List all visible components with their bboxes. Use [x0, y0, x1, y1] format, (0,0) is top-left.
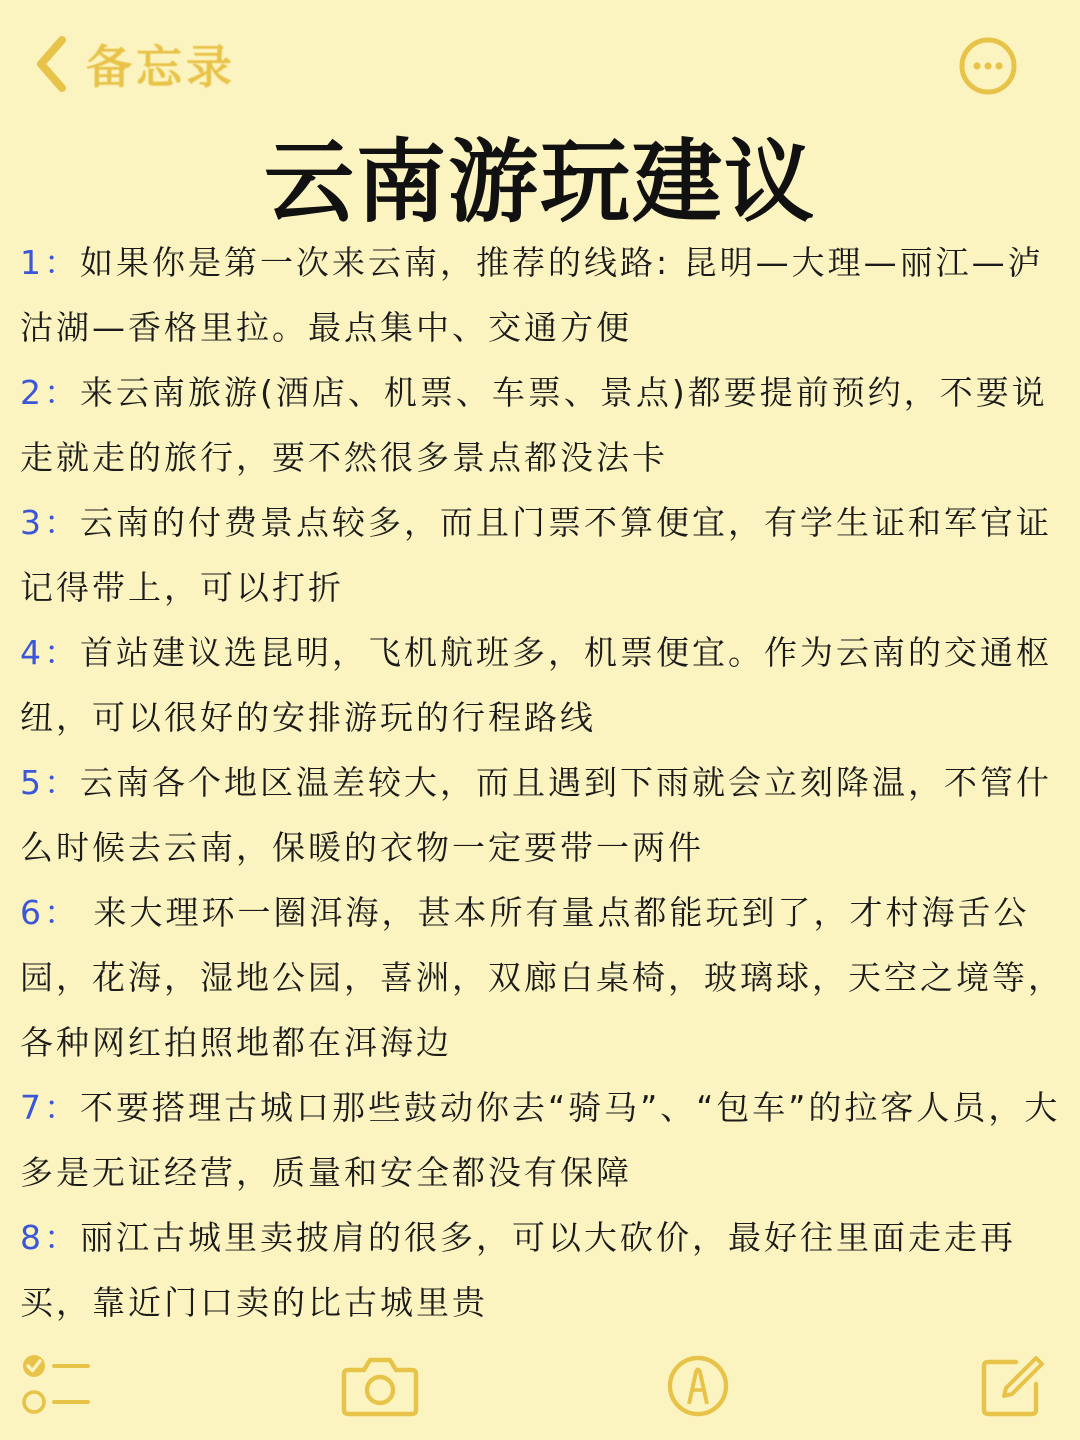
markup-pen-icon [662, 1350, 734, 1422]
back-label: 备忘录 [86, 40, 236, 94]
tip-number: 8： [20, 1218, 80, 1257]
tip-item [20, 230, 1065, 360]
tip-item [20, 490, 1065, 620]
tip-item [20, 1075, 1065, 1205]
tip-number: 6： [20, 893, 80, 932]
markup-button[interactable] [662, 1350, 734, 1422]
tip-text: 来云南旅游(酒店、机票、车票、景点)都要提前预约，不要说走就走的旅行，要不然很多景点都没法卡 [20, 373, 1048, 477]
tip-number: 4： [20, 633, 80, 672]
tip-item [20, 750, 1065, 880]
ellipsis-circle-icon [958, 36, 1018, 96]
checklist-button[interactable] [20, 1350, 92, 1422]
chevron-left-icon [34, 35, 68, 93]
camera-button[interactable] [340, 1350, 420, 1422]
navigation-bar [0, 0, 1080, 130]
tip-item [20, 880, 1065, 1075]
tip-number: 2： [20, 373, 80, 412]
bottom-toolbar [0, 1340, 1080, 1440]
compose-icon [978, 1350, 1050, 1422]
tip-text: 不要搭理古城口那些鼓动你去“骑马”、“包车”的拉客人员，大多是无证经营，质量和安全都没有保障 [20, 1088, 1061, 1192]
tip-number: 3： [20, 503, 80, 542]
compose-button[interactable] [978, 1350, 1050, 1422]
tip-text: 云南各个地区温差较大，而且遇到下雨就会立刻降温，不管什么时候去云南，保暖的衣物一定要带一两件 [20, 763, 1052, 867]
tip-item [20, 620, 1065, 750]
tip-number: 1： [20, 243, 80, 282]
tip-text: 首站建议选昆明，飞机航班多，机票便宜。作为云南的交通枢纽，可以很好的安排游玩的行程路线 [20, 633, 1052, 737]
back-button[interactable] [34, 28, 236, 100]
tip-item [20, 1205, 1065, 1335]
checklist-icon [20, 1350, 92, 1422]
tip-text: 丽江古城里卖披肩的很多，可以大砍价，最好往里面走走再买，靠近门口卖的比古城里贵 [20, 1218, 1016, 1322]
note-body[interactable] [20, 230, 1065, 1335]
tip-number: 5： [20, 763, 80, 802]
camera-icon [340, 1350, 420, 1422]
more-options-button[interactable] [958, 36, 1018, 96]
tip-text: 如果你是第一次来云南，推荐的线路: 昆明—大理—丽江—泸沽湖—香格里拉。最点集中、交通方便 [20, 243, 1044, 347]
tip-text: 来大理环一圈洱海，甚本所有量点都能玩到了，才村海舌公园，花海，湿地公园，喜洲，双廊白桌椅，玻璃球，天空之境等，各种网红拍照地都在洱海边 [20, 893, 1064, 1062]
tip-text: 云南的付费景点较多，而且门票不算便宜，有学生证和军官证记得带上，可以打折 [20, 503, 1052, 607]
tip-number: 7： [20, 1088, 80, 1127]
note-title: 云南游玩建议 [264, 130, 816, 235]
tip-item [20, 360, 1065, 490]
